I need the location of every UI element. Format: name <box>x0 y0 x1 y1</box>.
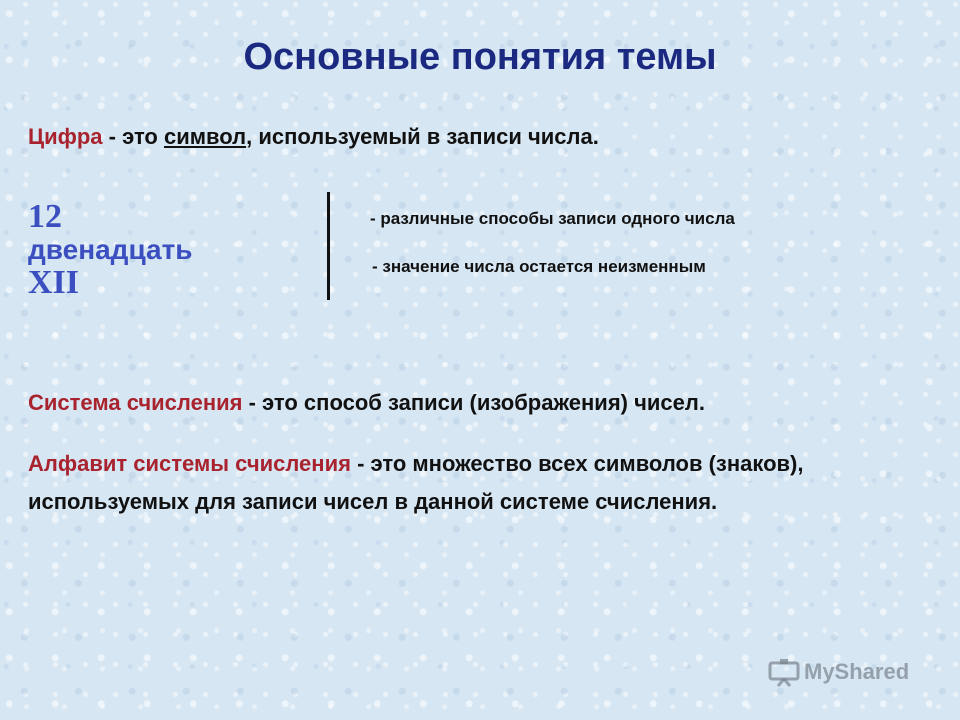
digit-dash: - это <box>102 124 164 149</box>
alphabet-rest: - это множество всех символов (знаков), используемых для записи чисел в данной системе счисления. <box>28 451 804 514</box>
note-value-unchanged: - значение числа остается неизменным <box>372 257 706 276</box>
numeral-system-term: Система счисления <box>28 390 243 415</box>
alphabet-term: Алфавит системы счисления <box>28 451 351 476</box>
number-examples <box>28 200 193 299</box>
watermark <box>768 657 909 687</box>
numeral-system-definition <box>28 390 705 416</box>
slide-title: Основные понятия темы <box>243 36 717 78</box>
symbol-underlined: символ <box>163 124 247 149</box>
example-arabic: 12 <box>28 198 62 235</box>
digit-rest: , используемый в записи числа. <box>246 124 599 149</box>
watermark-text: MyShared <box>804 659 910 684</box>
digit-definition <box>28 124 599 150</box>
alphabet-definition <box>28 445 958 521</box>
divider-line <box>327 192 330 300</box>
projector-icon <box>768 657 800 687</box>
example-roman: XII <box>28 264 80 301</box>
numeral-system-rest: - это способ записи (изображения) чисел. <box>242 390 705 415</box>
note-different-ways: - различные способы записи одного числа <box>370 209 735 228</box>
digit-term: Цифра <box>28 124 103 149</box>
example-word: двенадцать <box>28 234 193 265</box>
